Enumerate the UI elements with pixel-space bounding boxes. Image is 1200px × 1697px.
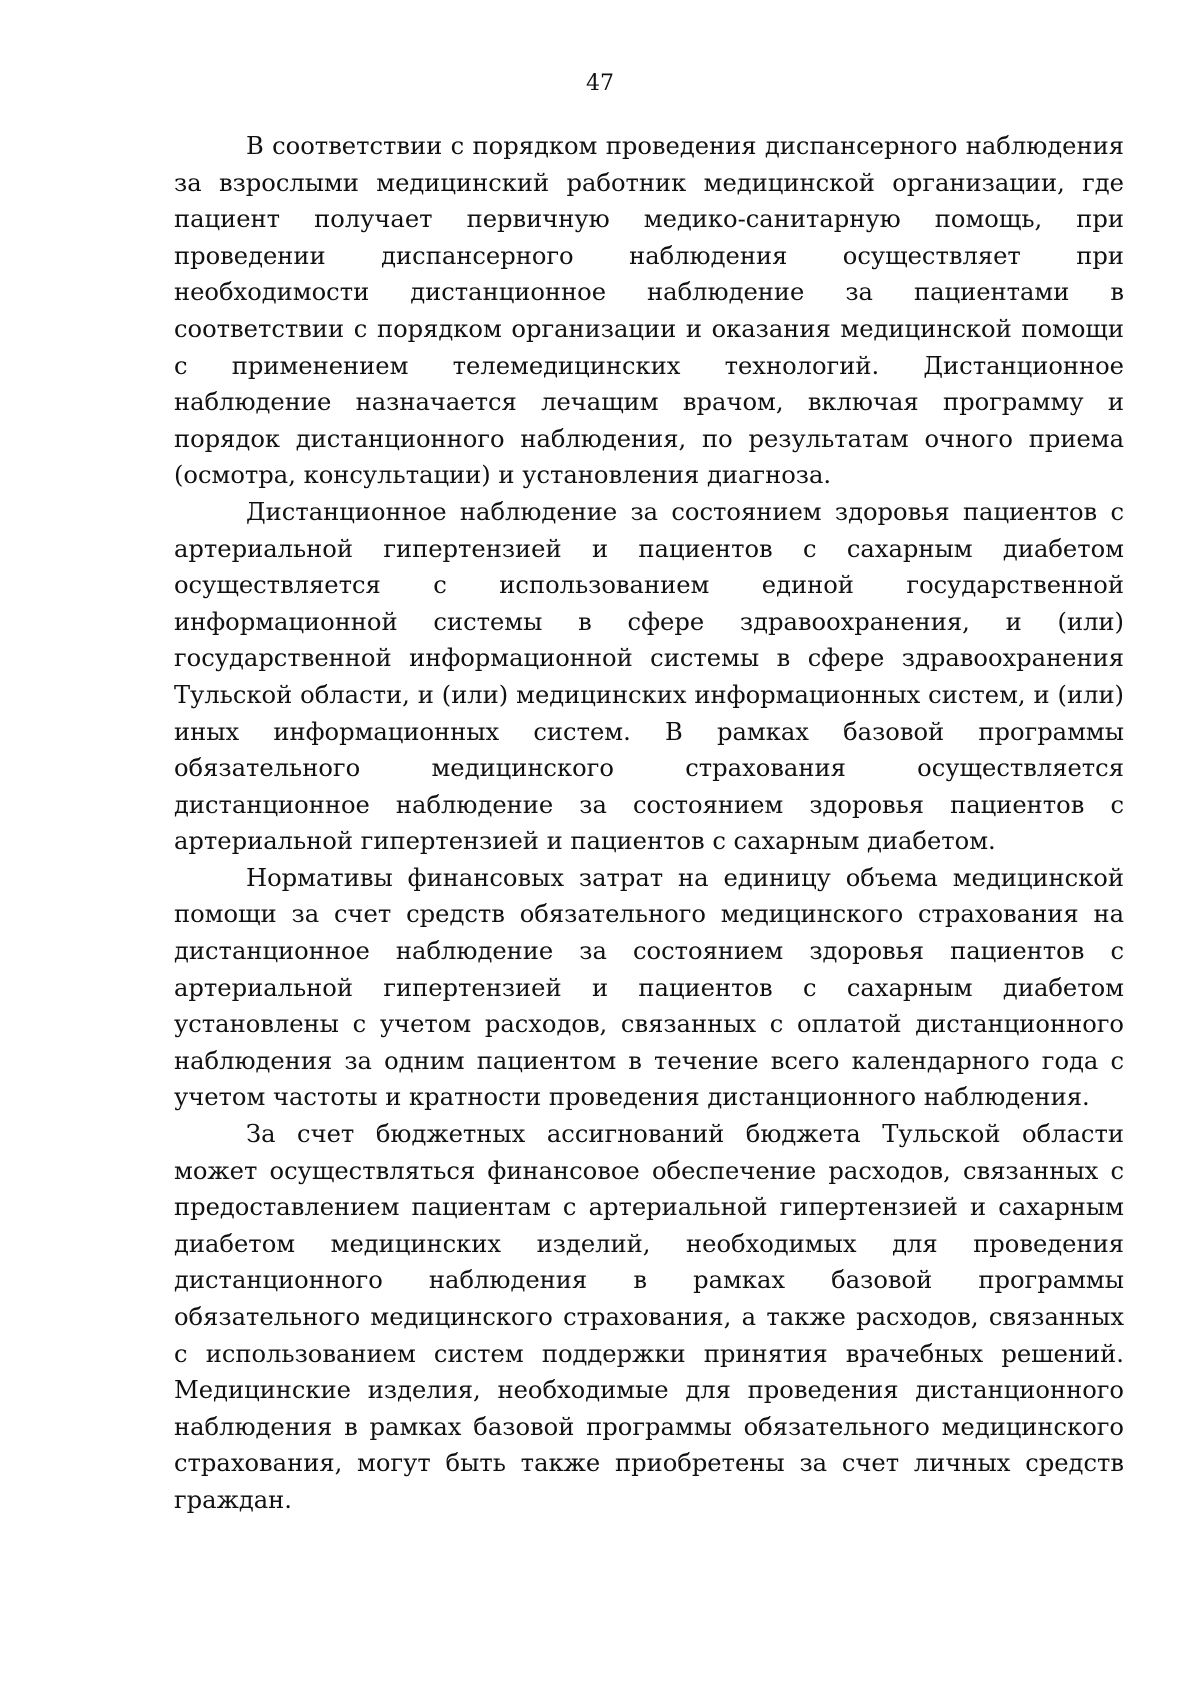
paragraph-3: Нормативы финансовых затрат на единицу объема медицинской помощи за счет средств обязательного медицинского страхования на дистанционное наблюдение за состоянием здоровья пациентов с артериальной гипертензией и пациентов с сахарным диабетом установлены с учетом расходов, связанных с оплатой дистанционного наблюдения за одним пациентом в течение всего календарного года с учетом частоты и кратности проведения дистанционного наблюдения. [174, 863, 1124, 1112]
paragraph-2: Дистанционное наблюдение за состоянием здоровья пациентов с артериальной гипертензией и пациентов с сахарным диабетом осуществляется с использованием единой государственной информационной системы в сфере здравоохранения, и (или) государственной информационной системы в сфере здравоохранения Тульской области, и (или) медицинских информационных систем, и (или) иных информационных систем. В рамках базовой программы обязательного медицинского страхования осуществляется дистанционное наблюдение за состоянием здоровья пациентов с артериальной гипертензией и пациентов с сахарным диабетом. [174, 497, 1124, 856]
paragraph-4: За счет бюджетных ассигнований бюджета Тульской области может осуществляться финансовое обеспечение расходов, связанных с предоставлением пациентам с артериальной гипертензией и сахарным диабетом медицинских изделий, необходимых для проведения дистанционного наблюдения в рамках базовой программы обязательного медицинского страхования, а также расходов, связанных с использованием систем поддержки принятия врачебных решений. Медицинские изделия, необходимые для проведения дистанционного наблюдения в рамках базовой программы обязательного медицинского страхования, могут быть также приобретены за счет личных средств граждан. [174, 1120, 1124, 1514]
paragraph-1: В соответствии с порядком проведения диспансерного наблюдения за взрослыми медицинский работник медицинской организации, где пациент получает первичную медико-санитарную помощь, при проведении диспансерного наблюдения осуществляет при необходимости дистанционное наблюдение за пациентами в соответствии с порядком организации и оказания медицинской помощи с применением телемедицинских технологий. Дистанционное наблюдение назначается лечащим врачом, включая программу и порядок дистанционного наблюдения, по результатам очного приема (осмотра, консультации) и установления диагноза. [174, 132, 1124, 490]
page-number: 47 [586, 71, 614, 96]
document-body [174, 128, 1124, 1519]
